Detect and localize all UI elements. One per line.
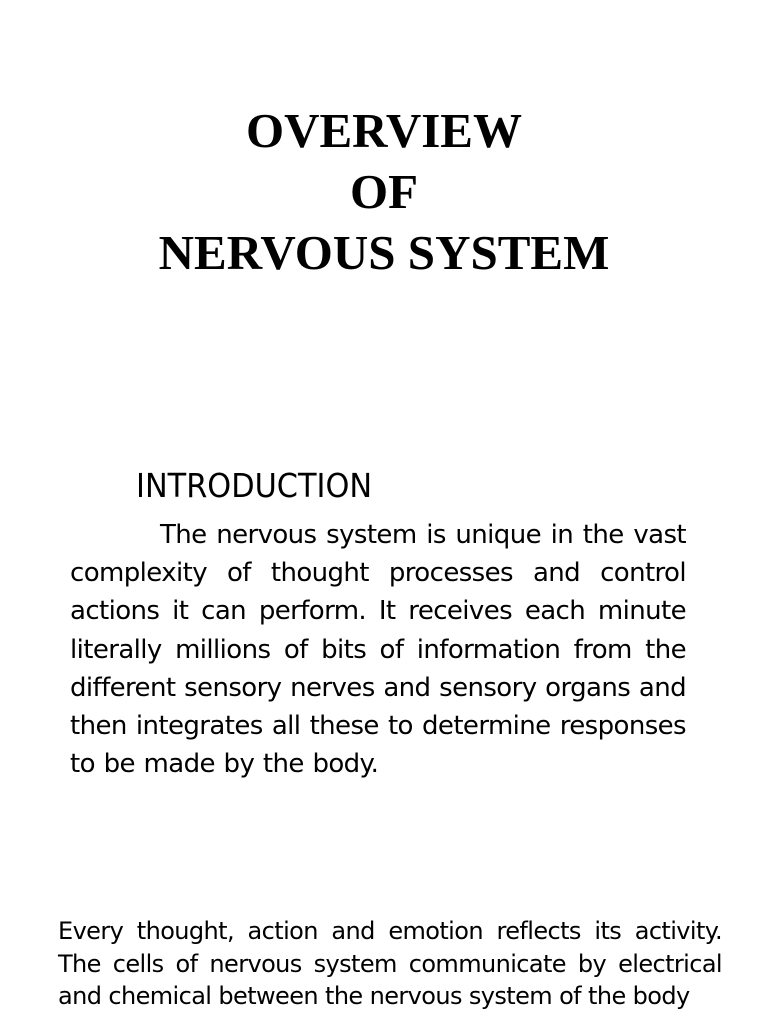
introduction-paragraph: The nervous system is unique in the vast complexity of thought processes and control actions it can perform. It receives each minute literally millions of bits of information from the different sensory nerves and sensory organs and then integrates all these to determine responses to be made by the body. — [70, 520, 686, 780]
title-line-2: OF — [349, 164, 419, 219]
section-heading: INTRODUCTION — [136, 466, 373, 505]
title-line-3: NERVOUS SYSTEM — [158, 225, 610, 280]
title-line-1: OVERVIEW — [246, 103, 522, 158]
document-title — [0, 100, 768, 283]
continuation-paragraph: Every thought, action and emotion reflects its activity. The cells of nervous system communicate by electrical and chemical between the nervous system of the body — [58, 917, 722, 1010]
